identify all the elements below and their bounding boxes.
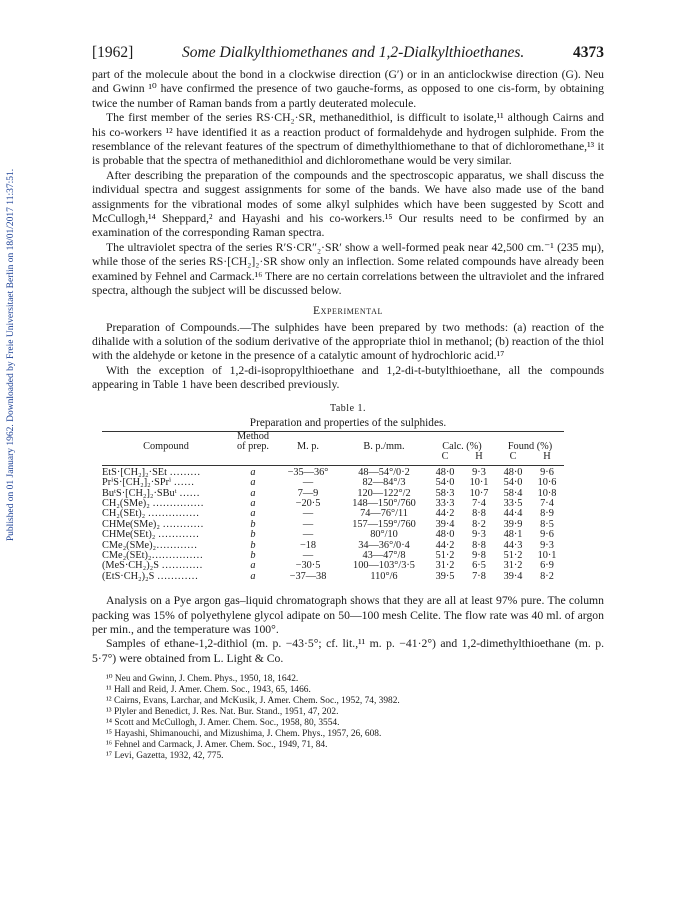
references: [92, 674, 604, 762]
cell-calc-c: 54·0: [435, 477, 455, 489]
cell-compound: EtS·[CH₂]₂·SEt ………: [102, 466, 201, 478]
paragraph: Analysis on a Pye argon gas–liquid chromatograph shows that they are all at least 97% pure. The column packing was 15% of polyethylene glycol adipate on 50—100 mesh Celite. The flow rate was 40 ml. of argon per min., and the temperature was 100°.: [92, 594, 604, 637]
th-bp: B. p./mm.: [363, 440, 405, 452]
cell-found-c: 33·5: [503, 497, 523, 509]
cell-calc-c: 31·2: [435, 560, 455, 572]
cell-mp: 7—9: [297, 487, 319, 499]
cell-calc-c: 44·2: [435, 539, 455, 551]
table-label: Table 1.: [329, 402, 367, 414]
cell-found-c: 58·4: [503, 487, 523, 499]
paragraph: Preparation of Compounds.—The sulphides have been prepared by two methods: (a) reaction of the dihalide with a solution of the sodium derivative of the appropriate thiol in methanol; (b) reaction of the thiol with the aldehyde or ketone in the presence of a catalytic amount of hydrochloric acid.¹⁷: [92, 320, 604, 363]
cell-calc-h: 7·8: [472, 570, 486, 582]
cell-method: b: [250, 518, 256, 530]
cell-found-c: 39·9: [503, 518, 523, 530]
cell-compound: CMe₂(SMe)₂…………: [102, 539, 198, 551]
th-calc-c: C: [428, 452, 462, 465]
cell-bp: 48—54°/0·2: [358, 466, 410, 478]
cell-calc-h: 9·3: [472, 466, 486, 478]
cell-mp: —: [302, 529, 314, 541]
cell-compound: CHMe(SEt)₂ …………: [102, 529, 200, 541]
cell-found-c: 54·0: [503, 477, 523, 489]
cell-bp: 100—103°/3·5: [353, 560, 415, 572]
cell-calc-h: 9·8: [472, 550, 486, 561]
section-heading: Experimental: [312, 304, 384, 317]
cell-bp: 120—122°/2: [357, 487, 411, 499]
cell-calc-h: 8·8: [472, 508, 486, 520]
cell-bp: 74—76°/11: [360, 508, 408, 520]
th-found-c: C: [496, 452, 530, 465]
cell-method: a: [250, 466, 256, 478]
table-caption: Preparation and properties of the sulphides.: [249, 416, 447, 429]
cell-found-c: 31·2: [503, 560, 523, 572]
th-found: Found (%): [507, 440, 553, 452]
cell-method: b: [250, 539, 256, 551]
cell-calc-c: 58·3: [435, 487, 455, 499]
cell-method: b: [250, 550, 256, 561]
sidebar-text: Published on 01 January 1962. Downloaded by Freie Universitaet Berlin on 18/01/2017 11:37:51.: [6, 168, 16, 542]
cell-compound: PrⁱS·[CH₂]₂·SPrⁱ ……: [102, 477, 195, 489]
cell-bp: 148—150°/760: [352, 497, 416, 509]
cell-calc-c: 48·0: [435, 529, 455, 541]
cell-calc-h: 6·5: [472, 560, 486, 572]
reference: ¹⁶ Fehnel and Carmack, J. Amer. Chem. Soc., 1949, 71, 84.: [106, 740, 328, 751]
cell-calc-h: 9·3: [472, 529, 486, 541]
cell-method: a: [250, 560, 256, 572]
cell-found-h: 8·2: [540, 570, 554, 582]
cell-compound: CH₂(SEt)₂ ……………: [102, 508, 200, 520]
cell-compound: (MeS·CH₂)₂S …………: [102, 560, 203, 572]
publication-sidebar: [4, 95, 18, 615]
cell-compound: BuᵗS·[CH₂]₂·SBuᵗ ……: [102, 487, 200, 499]
cell-method: a: [250, 508, 256, 520]
cell-compound: (EtS·CH₂)₂S …………: [102, 570, 199, 582]
th-found-h: H: [530, 452, 564, 465]
cell-mp: −37—38: [289, 570, 327, 582]
cell-found-c: 44·3: [503, 539, 523, 551]
cell-calc-h: 10·7: [469, 487, 489, 499]
cell-method: a: [250, 477, 256, 489]
reference: ¹¹ Hall and Reid, J. Amer. Chem. Soc., 1943, 65, 1466.: [106, 685, 311, 696]
reference: ¹⁰ Neu and Gwinn, J. Chem. Phys., 1950, 18, 1642.: [106, 674, 299, 685]
th-calc: Calc. (%): [442, 440, 482, 452]
cell-bp: 110°/6: [370, 570, 398, 582]
cell-found-c: 48·1: [503, 529, 523, 541]
table-row: [102, 572, 564, 582]
cell-compound: CMe₂(SEt)₂……………: [102, 550, 203, 561]
cell-mp: −20·5: [295, 497, 321, 509]
reference: ¹⁵ Hayashi, Shimanouchi, and Mizushima, J. Chem. Phys., 1957, 26, 608.: [106, 729, 382, 740]
cell-calc-c: 39·4: [435, 518, 455, 530]
cell-found-h: 8·9: [540, 508, 554, 520]
cell-method: a: [250, 570, 256, 582]
cell-mp: —: [302, 477, 314, 489]
cell-bp: 82—84°/3: [362, 477, 406, 489]
cell-found-h: 7·4: [540, 497, 554, 509]
cell-method: b: [250, 529, 256, 541]
cell-calc-c: 33·3: [435, 497, 455, 509]
cell-compound: CHMe(SMe)₂ …………: [102, 518, 204, 530]
cell-calc-c: 39·5: [435, 570, 455, 582]
table-body: [102, 465, 564, 582]
cell-calc-h: 7·4: [472, 497, 486, 509]
cell-bp: 80°/10: [370, 529, 398, 541]
cell-found-h: 6·9: [540, 560, 554, 572]
reference: ¹⁴ Scott and McCullogh, J. Amer. Chem. Soc., 1958, 80, 3554.: [106, 718, 340, 729]
th-mp: M. p.: [296, 440, 320, 452]
cell-calc-c: 48·0: [435, 466, 455, 478]
cell-method: a: [250, 497, 256, 509]
th-method-2: of prep.: [236, 440, 270, 452]
cell-mp: −35—36°: [287, 466, 329, 478]
cell-found-h: 9·6: [540, 529, 554, 541]
cell-found-c: 48·0: [503, 466, 523, 478]
cell-calc-h: 8·8: [472, 539, 486, 551]
paragraph: part of the molecule about the bond in a clockwise direction (G′) or in an anticlockwise direction (G). Neu and Gwinn ¹⁰ have confirmed the presence of two gauche-forms, as opposed to one cis-form, by obtaining twice the number of Raman bands from a partly deuterated molecule.: [92, 68, 604, 110]
table-row: [102, 478, 564, 488]
cell-bp: 157—159°/760: [352, 518, 416, 530]
cell-bp: 43—47°/8: [362, 550, 406, 561]
paragraph: The ultraviolet spectra of the series R′S·CR″₂·SR′ show a well-formed peak near 42,500 cm.⁻¹ (235 mμ), while those of the series RS·[CH₂]₂·SR show only an inflection. Some related compounds have already been examined by Fehnel and Carmack.¹⁶ There are no certain correlations between the ultraviolet and the infrared spectra, although the subject will be discussed below.: [92, 240, 604, 298]
reference: ¹⁷ Levi, Gazetta, 1932, 42, 775.: [106, 751, 224, 762]
cell-calc-c: 44·2: [435, 508, 455, 520]
reference: ¹² Cairns, Evans, Larchar, and McKusik, J. Amer. Chem. Soc., 1952, 74, 3982.: [106, 696, 400, 707]
header-title: Some Dialkylthiomethanes and 1,2-Dialkylthioethanes.: [182, 44, 525, 61]
cell-calc-c: 51·2: [435, 550, 455, 561]
reference: ¹³ Plyler and Benedict, J. Res. Nat. Bur. Stand., 1951, 47, 202.: [106, 707, 339, 718]
cell-mp: —: [302, 550, 314, 561]
cell-found-c: 51·2: [503, 550, 523, 561]
cell-mp: −30·5: [295, 560, 321, 572]
cell-found-h: 10·6: [537, 477, 557, 489]
page: [92, 44, 604, 762]
cell-mp: —: [302, 518, 314, 530]
th-compound: Compound: [143, 440, 189, 452]
th-method-1: Method: [236, 430, 270, 442]
cell-mp: −18: [299, 539, 317, 551]
cell-found-h: 9·6: [540, 466, 554, 478]
cell-found-h: 9·3: [540, 539, 554, 551]
paragraph: After describing the preparation of the compounds and the spectroscopic apparatus, we shall discuss the individual spectra and suggest assignments for some of the bands. We have also made use of the band assignments for the vibrational modes of some alkyl sulphides which have been suggested by Scott and McCullogh,¹⁴ Sheppard,² and Hayashi and his co-workers.¹⁵ Our results need to be confirmed by an examination of the corresponding Raman spectra.: [92, 168, 604, 240]
cell-compound: CH₂(SMe)₂ ……………: [102, 497, 204, 509]
cell-found-h: 10·1: [537, 550, 557, 561]
properties-table: [102, 431, 564, 583]
cell-calc-h: 8·2: [472, 518, 486, 530]
cell-bp: 34—36°/0·4: [358, 539, 410, 551]
cell-found-h: 10·8: [537, 487, 557, 499]
cell-found-c: 39·4: [503, 570, 523, 582]
paragraph: The first member of the series RS·CH₂·SR, methanedithiol, is difficult to isolate,¹¹ although Cairns and his co-workers ¹² have identified it as a reaction product of formaldehyde and hydrogen sulphide. From the resemblance of the relevant features of the spectrum of dimethylthiomethane to that of dichloromethane,¹³ it is probable that the spectra of methanedithiol and dichloromethane would be very similar.: [92, 111, 604, 168]
page-number: 4373: [572, 44, 604, 61]
cell-found-c: 44·4: [503, 508, 523, 520]
cell-found-h: 8·5: [540, 518, 554, 530]
header-year: [1962]: [92, 44, 134, 61]
paragraph: With the exception of 1,2-di-isopropylthioethane and 1,2-di-t-butylthioethane, all the compounds appearing in Table 1 have been described previously.: [92, 363, 604, 392]
cell-method: a: [250, 487, 256, 499]
paragraph: Samples of ethane-1,2-dithiol (m. p. −43·5°; cf. lit.,¹¹ m. p. −41·2°) and 1,2-dimethylthioethane (m. p. 5·7°) were obtained from L. Light & Co.: [92, 637, 604, 665]
th-calc-h: H: [462, 452, 496, 465]
cell-calc-h: 10·1: [469, 477, 489, 489]
cell-mp: —: [302, 508, 314, 520]
running-header: [92, 44, 604, 62]
